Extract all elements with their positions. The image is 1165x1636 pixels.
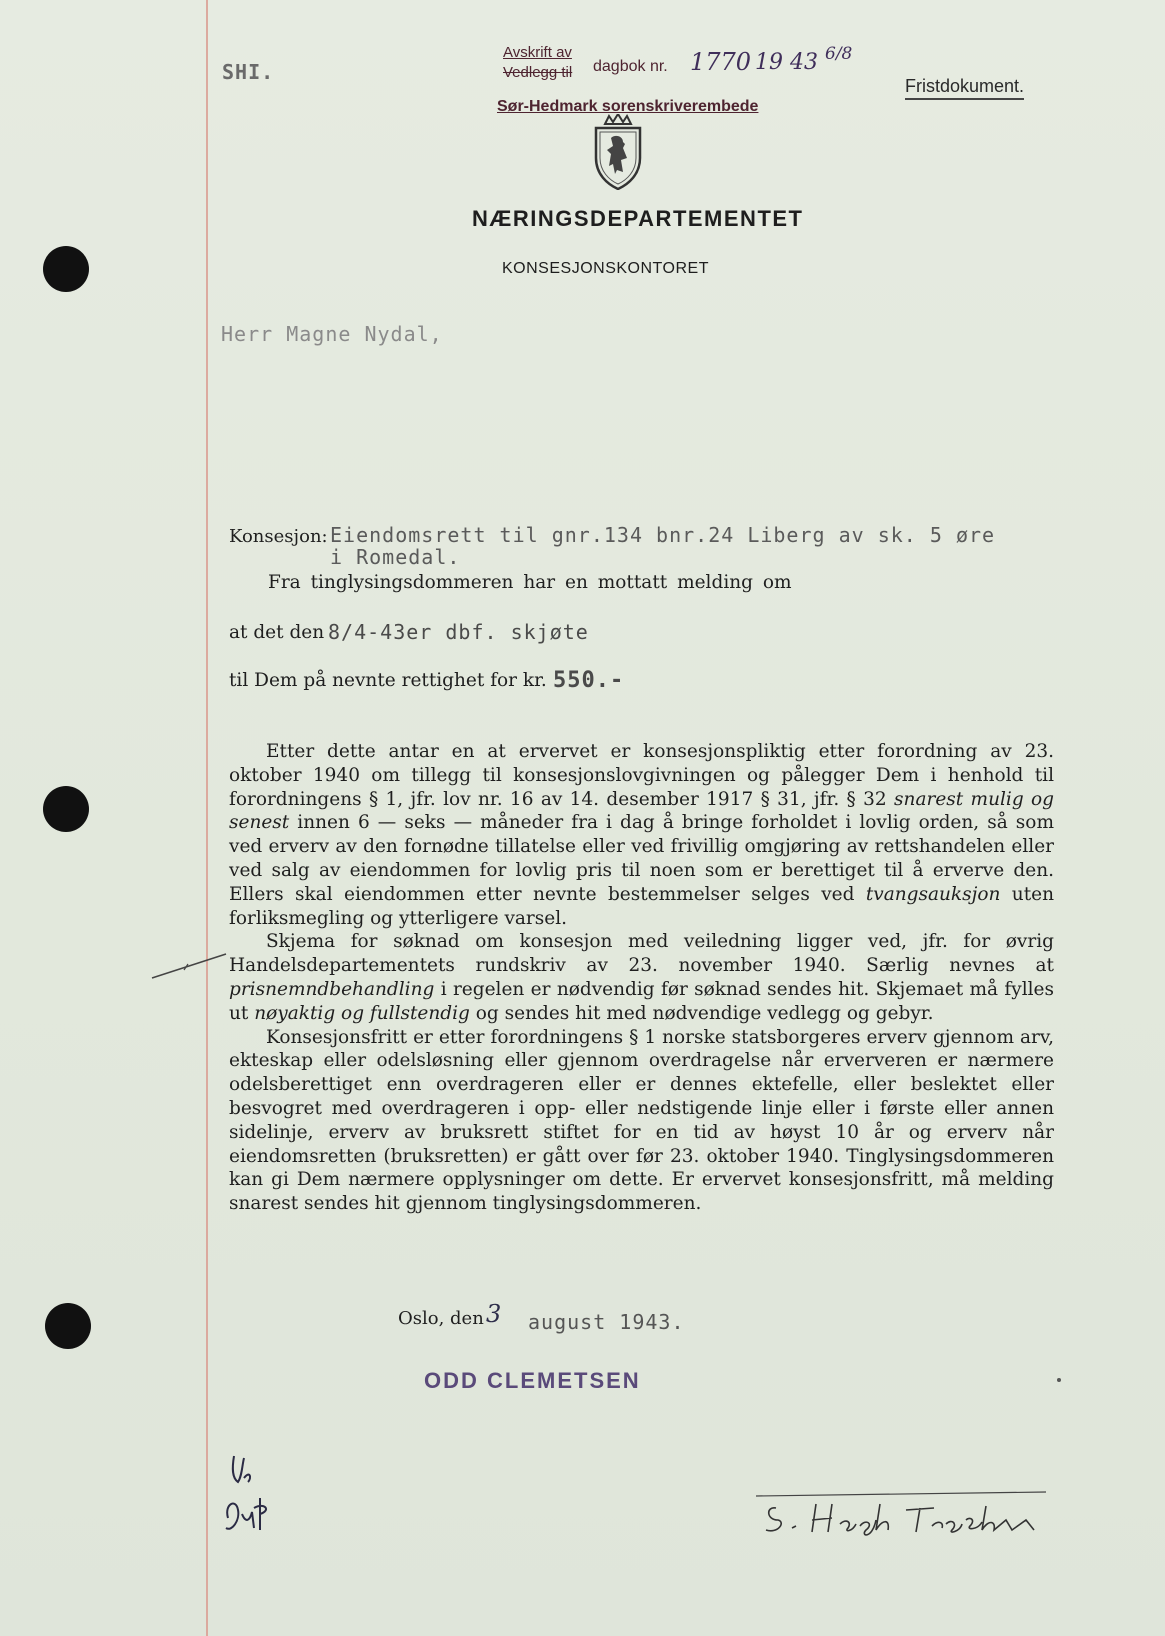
paragraph-3: Konsesjonsfritt er etter forordningens § 1 norske statsborgeres erverv gjennom arv, ekteskap eller odelsløsning eller gjennom overdragelse når erververen er nærmere odelsberettiget enn overdrageren eller er dennes ektefelle, eller beslektet eller besvogret med overdrageren i opp- eller nedstigende linje eller i første eller annen sidelinje, erverv av bruksrett stiftet for en tid av høyst 10 år og erverv når eiendomsretten (bruksretten) er gått over før 23. oktober 1940. Tinglysingsdommeren kan gi Dem nærmere opplysninger om dette. Er ervervet konsesjonsfritt, må melding snarest sendes hit gjennom tinglysingsdommeren. (229, 1026, 1054, 1215)
stamp-dagbok: dagbok nr. (593, 58, 668, 75)
at-det-prefix: at det den (229, 622, 325, 643)
handwritten-left (220, 1448, 300, 1548)
punch-hole (43, 786, 89, 832)
handwritten-signature (756, 1490, 1076, 1540)
konsesjon-line2: i Romedal. (330, 545, 461, 569)
pen-mark-icon (150, 950, 230, 980)
coat-of-arms-icon (593, 114, 643, 190)
margin-line (206, 0, 208, 1636)
at-det-value: 8/4-43er dbf. skjøte (328, 620, 589, 644)
corner-code: SHI. (222, 60, 275, 84)
fristdokument-label: Fristdokument. (905, 76, 1024, 100)
stamp-avskrift: Avskrift av (503, 44, 572, 61)
stamp-office: Sør-Hedmark sorenskriverembede (497, 98, 759, 115)
stamp-vedlegg: Vedlegg til (503, 64, 573, 81)
stamp-year: 19 43 (755, 50, 818, 75)
body-text (229, 740, 1054, 1216)
date-rest: august 1943. (528, 1310, 685, 1334)
stamp-dagbok-number: 1770 (690, 48, 752, 76)
konsesjon-label: Konsesjon: (229, 526, 328, 547)
registry-stamp (497, 44, 853, 124)
date-prefix: Oslo, den (398, 1308, 484, 1329)
paragraph-1: Etter dette antar en at ervervet er konsesjonspliktig etter forordning av 23. oktober 1940 om tillegg til konsesjonslovgivningen og pålegger Dem i henhold til forordningens § 1, jfr. lov nr. 16 av 14. desember 1917 § 31, jfr. § 32 snarest mulig og senest innen 6 — seks — måneder fra i dag å bringe forholdet i lovlig orden, så som ved erverv av den fornødne tillatelse eller ved frivillig omgjøring av rettshandelen eller ved salg av eiendommen for lovlig pris til noen som er berettiget til å erverve den. Ellers skal eiendommen etter nevnte bestemmelser selges ved tvangsauksjon uten forliksmegling og ytterligere varsel. (229, 741, 1054, 929)
til-dem-value: 550.- (553, 668, 625, 693)
office-title: KONSESJONSKONTORET (502, 260, 709, 277)
ministry-title: NÆRINGSDEPARTEMENTET (472, 206, 804, 231)
punch-hole (43, 246, 89, 292)
til-dem-prefix: til Dem på nevnte rettighet for kr. (229, 670, 547, 691)
paragraph-2: Skjema for søknad om konsesjon med veiledning ligger ved, jfr. for øvrig Handelsdepartementets rundskriv av 23. november 1940. Særlig nevnes at prisnemndbehandling i regelen er nødvendig før søknad sendes hit. Skjemaet må fylles ut nøyaktig og fullstendig og sendes hit med nødvendige vedlegg og gebyr. (229, 931, 1054, 1024)
stamp-date-note: 6/8 (825, 44, 853, 64)
signature-icon (756, 1490, 1076, 1540)
signature-stamp: ODD CLEMETSEN (424, 1368, 641, 1393)
punch-hole (45, 1303, 91, 1349)
fra-line: Fra tinglysingsdommeren har en mottatt melding om (268, 572, 792, 593)
addressee: Herr Magne Nydal, (221, 322, 443, 346)
dot-mark (1057, 1378, 1061, 1382)
handwriting-left-icon (220, 1448, 300, 1548)
date-day: 3 (486, 1300, 502, 1328)
konsesjon-line1: Eiendomsrett til gnr.134 bnr.24 Liberg av sk. 5 øre (330, 523, 996, 547)
